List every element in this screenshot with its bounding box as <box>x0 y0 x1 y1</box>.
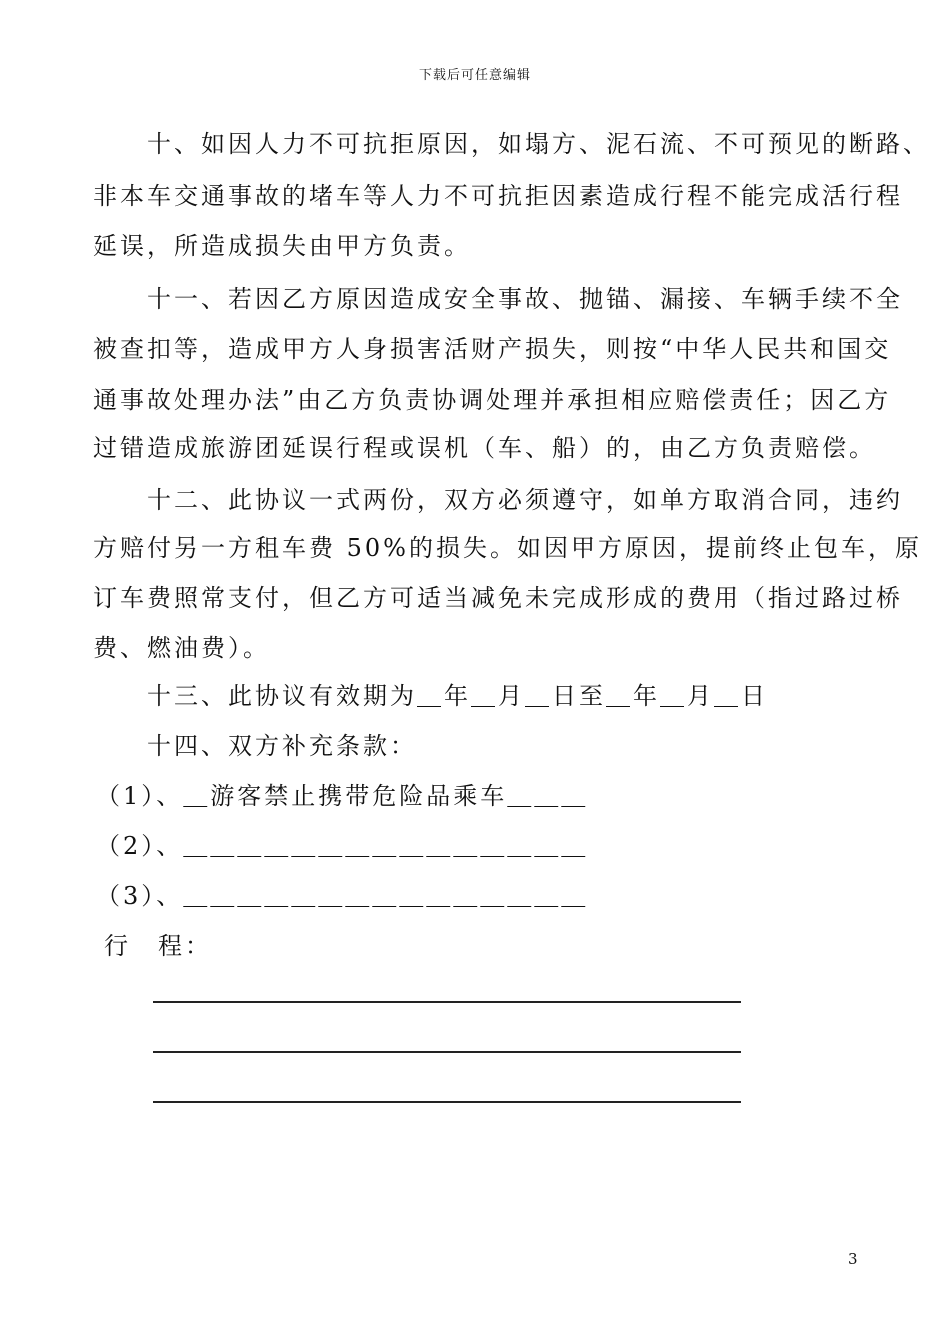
supplementary-item-2: （2）、＿＿＿＿＿＿＿＿＿＿＿＿＿＿＿ <box>96 832 589 860</box>
clause-11-line-4: 过错造成旅游团延误行程或误机（车、船）的，由乙方负责赔偿。 <box>93 434 876 462</box>
clause-12-line-2: 方赔付另一方租车费 50%的损失。如因甲方原因，提前终止包车，原 <box>93 534 922 562</box>
clause-10-line-1: 十、如因人力不可抗拒原因，如塌方、泥石流、不可预见的断路、 <box>147 130 930 158</box>
supplementary-item-1: （1）、＿游客禁止携带危险品乘车＿＿＿ <box>96 782 589 810</box>
itinerary-blank-line-2 <box>153 1051 741 1053</box>
clause-10-line-3: 延误，所造成损失由甲方负责。 <box>93 232 471 260</box>
clause-11-line-2: 被查扣等，造成甲方人身损害活财产损失，则按“中华人民共和国交 <box>93 335 892 363</box>
clause-11-line-3: 通事故处理办法”由乙方负责协调处理并承担相应赔偿责任；因乙方 <box>93 386 892 414</box>
clause-11-line-1: 十一、若因乙方原因造成安全事故、抛锚、漏接、车辆手续不全 <box>147 285 903 313</box>
supplementary-item-3: （3）、＿＿＿＿＿＿＿＿＿＿＿＿＿＿＿ <box>96 882 589 910</box>
itinerary-blank-line-1 <box>153 1001 741 1003</box>
clause-12-line-1: 十二、此协议一式两份，双方必须遵守，如单方取消合同，违约 <box>147 486 903 514</box>
clause-12-line-3: 订车费照常支付，但乙方可适当减免未完成形成的费用（指过路过桥 <box>93 584 903 612</box>
clause-10-line-2: 非本车交通事故的堵车等人力不可抗拒因素造成行程不能完成活行程 <box>93 182 903 210</box>
itinerary-label: 行 程： <box>104 932 212 960</box>
page-number: 3 <box>848 1250 858 1268</box>
clause-13-line-1: 十三、此协议有效期为＿年＿月＿日至＿年＿月＿日 <box>147 682 768 710</box>
clause-14-line-1: 十四、双方补充条款： <box>147 732 417 760</box>
itinerary-blank-line-3 <box>153 1101 741 1103</box>
clause-12-line-4: 费、燃油费）。 <box>93 634 270 662</box>
page-header: 下载后可任意编辑 <box>418 68 531 83</box>
